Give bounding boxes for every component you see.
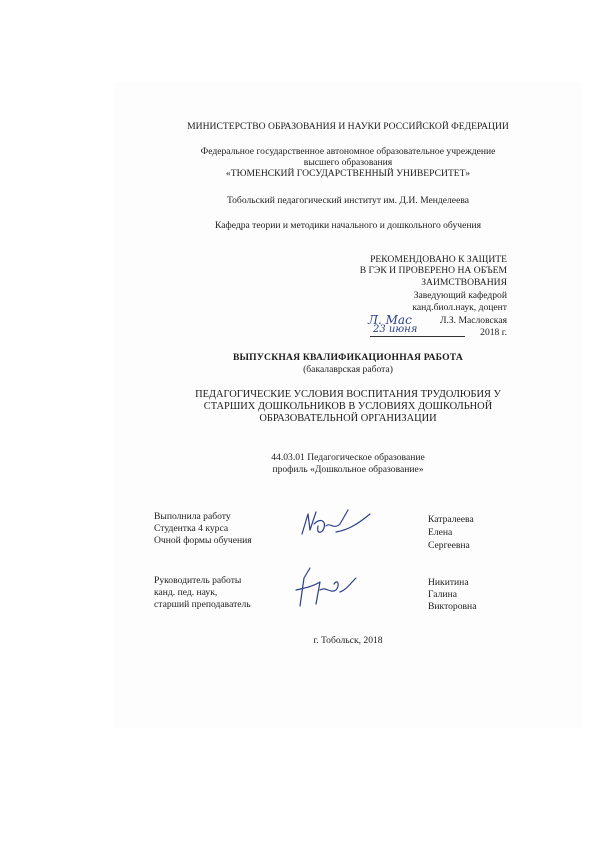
approval-line-1: РЕКОМЕНДОВАНО К ЗАЩИТЕ xyxy=(370,254,507,265)
approval-handwritten-signature: Л. Мас xyxy=(368,313,412,327)
topic-line-3: ОБРАЗОВАТЕЛЬНОЙ ОРГАНИЗАЦИИ xyxy=(259,413,437,424)
ministry-heading: МИНИСТЕРСТВО ОБРАЗОВАНИЯ И НАУКИ РОССИЙСКОЙ ФЕДЕРАЦИИ xyxy=(187,121,509,132)
supervisor-label-1: Руководитель работы xyxy=(154,575,242,586)
approval-line-3: ЗАИМСТВОВАНИЯ xyxy=(421,277,507,288)
student-label-1: Выполнила работу xyxy=(154,511,231,522)
supervisor-label-2: канд. пед. наук, xyxy=(154,587,218,598)
student-surname: Катралеева xyxy=(428,514,474,525)
supervisor-name: Галина xyxy=(428,589,457,600)
department-name: Кафедра теории и методики начального и дошкольного обучения xyxy=(214,220,482,231)
place-year: г. Тобольск, 2018 xyxy=(313,635,383,646)
student-signature-icon xyxy=(296,500,376,545)
institution-line-2: высшего образования xyxy=(303,157,393,168)
student-label-3: Очной формы обучения xyxy=(154,535,252,546)
program-code: 44.03.01 Педагогическое образование xyxy=(271,452,425,463)
approval-date-underline xyxy=(370,336,465,337)
approval-line-2: В ГЭК И ПРОВЕРЕНО НА ОБЪЕМ xyxy=(359,265,507,276)
work-type-title: ВЫПУСКНАЯ КВАЛИФИКАЦИОННАЯ РАБОТА xyxy=(232,352,464,363)
student-patronymic: Сергеевна xyxy=(428,540,470,551)
supervisor-label-3: старший преподаватель xyxy=(154,599,251,610)
student-name: Елена xyxy=(428,527,453,538)
student-label-2: Студентка 4 курса xyxy=(154,523,229,534)
program-profile: профиль «Дошкольное образование» xyxy=(272,464,424,475)
institution-line-1: Федеральное государственное автономное образовательное учреждение xyxy=(200,146,496,157)
approval-degree: канд.биол.наук, доцент xyxy=(412,302,507,313)
approval-name: Л.З. Масловская xyxy=(439,315,507,326)
approval-year: 2018 г. xyxy=(480,327,507,338)
work-subtype: (бакалаврская работа) xyxy=(303,364,393,375)
institute-name: Тобольский педагогический институт им. Д.И. Менделеева xyxy=(227,195,469,206)
topic-line-2: СТАРШИХ ДОШКОЛЬНИКОВ В УСЛОВИЯХ ДОШКОЛЬНОЙ xyxy=(203,401,493,412)
supervisor-patronymic: Викторовна xyxy=(428,601,477,612)
supervisor-signature-icon xyxy=(286,560,366,615)
approval-handwritten-date: 23 июня xyxy=(373,324,418,335)
approval-role: Заведующий кафедрой xyxy=(413,290,507,301)
university-name: «ТЮМЕНСКИЙ ГОСУДАРСТВЕННЫЙ УНИВЕРСИТЕТ» xyxy=(225,168,471,179)
topic-line-1: ПЕДАГОГИЧЕСКИЕ УСЛОВИЯ ВОСПИТАНИЯ ТРУДОЛЮБИЯ У xyxy=(195,389,501,400)
supervisor-surname: Никитина xyxy=(428,577,469,588)
